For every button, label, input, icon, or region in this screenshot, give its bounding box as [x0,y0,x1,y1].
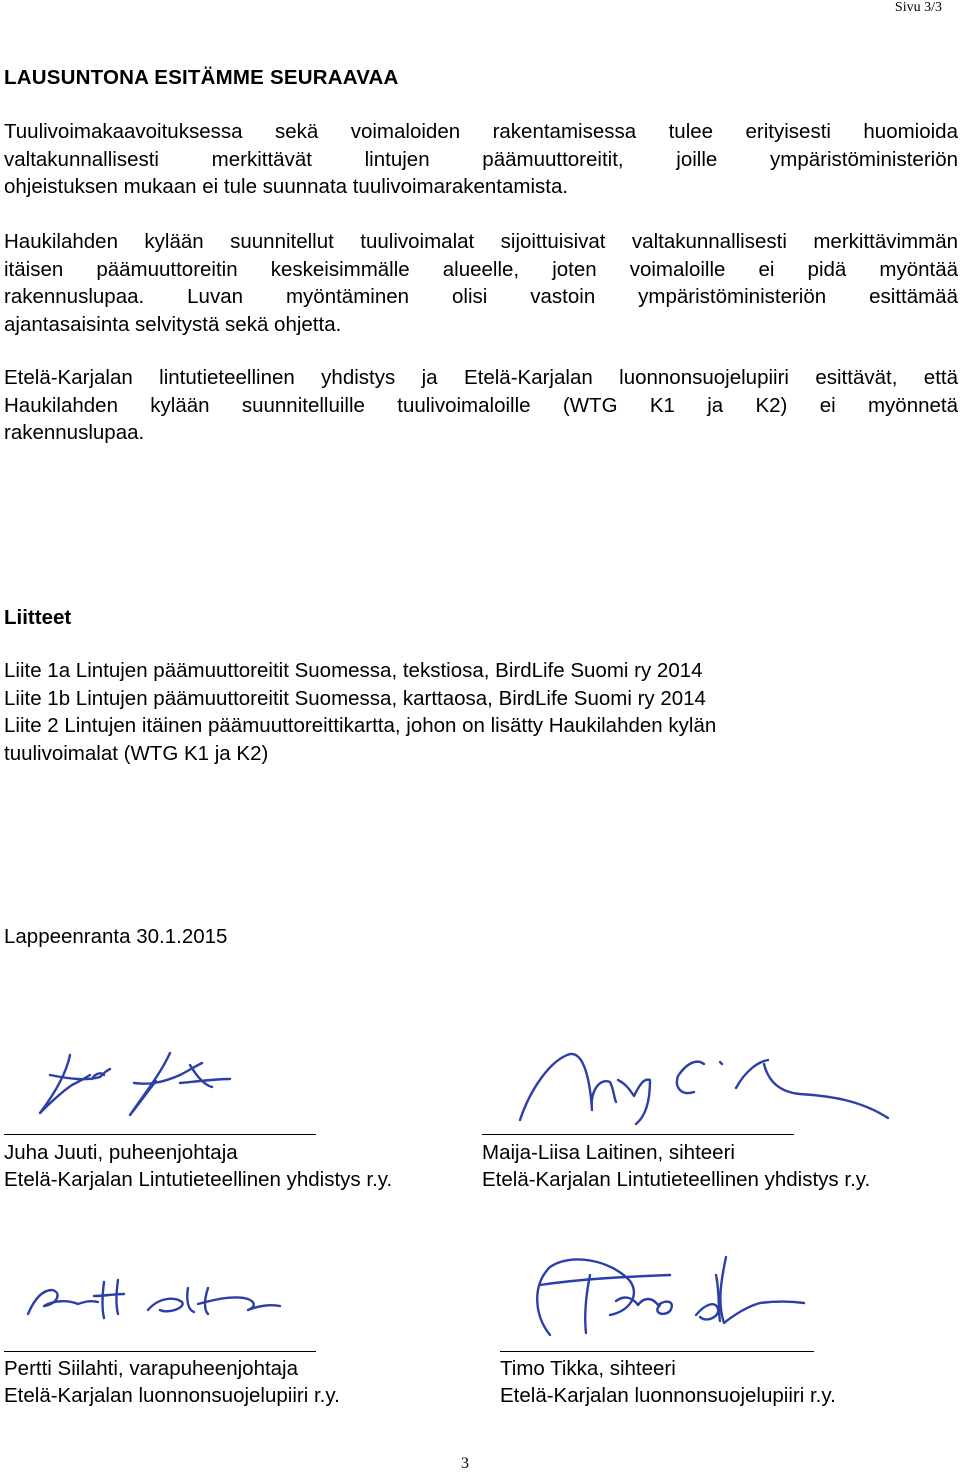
attachments-heading: Liitteet [4,606,72,629]
attachments-list [4,657,716,767]
signatory-organization: Etelä-Karjalan Lintutieteellinen yhdistys r.y. [4,1168,393,1191]
paragraph-line: valtakunnallisesti merkittävät lintujen päämuuttoreitit, joille ympäristöministeriön [4,147,958,171]
signature-line [4,1134,316,1135]
signature-timo-tikka [520,1245,810,1345]
attachment-item: Liite 1a Lintujen päämuuttoreitit Suomessa, tekstiosa, BirdLife Suomi ry 2014 [4,659,703,682]
signatory-name: Juha Juuti, puheenjohtaja [4,1141,238,1164]
paragraph-line: Haukilahden kylään suunnitelluille tuulivoimaloille (WTG K1 ja K2) ei myönnetä [4,393,958,417]
signature-pertti-siilahti [18,1270,288,1330]
signatory-block [4,1139,392,1193]
attachment-item: tuulivoimalat (WTG K1 ja K2) [4,741,269,765]
paragraph-line: rakennuslupaa. [4,421,145,444]
paragraph-line: ohjeistuksen mukaan ei tule suunnata tuulivoimarakentamista. [4,175,569,198]
page-number: 3 [461,1455,469,1472]
signature-line [500,1351,814,1352]
signatory-name: Maija-Liisa Laitinen, sihteeri [482,1141,735,1164]
attachment-item: Liite 1b Lintujen päämuuttoreitit Suomessa, karttaosa, BirdLife Suomi ry 2014 [4,686,706,710]
signatory-organization: Etelä-Karjalan luonnonsuojelupiiri r.y. [4,1384,340,1407]
signatory-block [482,1139,870,1193]
paragraph-line: Tuulivoimakaavoituksessa sekä voimaloiden rakentamisessa tulee erityisesti huomioida [4,120,958,143]
place-date: Lappeenranta 30.1.2015 [4,925,228,948]
paragraph-line: itäisen päämuuttoreitin keskeisimmälle alueelle, joten voimaloille ei pidä myöntää [4,257,958,281]
paragraph-line: Haukilahden kylään suunnitellut tuulivoimalat sijoittuisivat valtakunnallisesti merkittävimmän [4,230,958,253]
attachment-item: Liite 2 Lintujen itäinen päämuuttoreittikartta, johon on lisätty Haukilahden kylän [4,714,717,737]
document-title: LAUSUNTONA ESITÄMME SEURAAVAA [4,66,399,89]
signature-maija-liisa-laitinen [510,1040,890,1130]
paragraph-1 [4,118,958,201]
signatory-name: Pertti Siilahti, varapuheenjohtaja [4,1357,299,1380]
paragraph-3 [4,364,958,447]
paragraph-2 [4,228,958,338]
signatory-name: Timo Tikka, sihteeri [500,1357,676,1380]
signature-juha-juuti [30,1045,240,1125]
signatory-block [4,1355,340,1409]
signature-line [4,1351,316,1352]
paragraph-line: Etelä-Karjalan lintutieteellinen yhdistys ja Etelä-Karjalan luonnonsuojelupiiri esittävät, että [4,366,958,389]
signature-line [482,1134,794,1135]
signatory-block [500,1355,836,1409]
page-label: Sivu 3/3 [894,0,942,15]
paragraph-line: rakennuslupaa. Luvan myöntäminen olisi vastoin ympäristöministeriön esittämää [4,285,958,308]
paragraph-line: ajantasaisinta selvitystä sekä ohjetta. [4,312,342,336]
signatory-organization: Etelä-Karjalan luonnonsuojelupiiri r.y. [500,1384,836,1407]
signatory-organization: Etelä-Karjalan Lintutieteellinen yhdistys r.y. [482,1168,871,1191]
